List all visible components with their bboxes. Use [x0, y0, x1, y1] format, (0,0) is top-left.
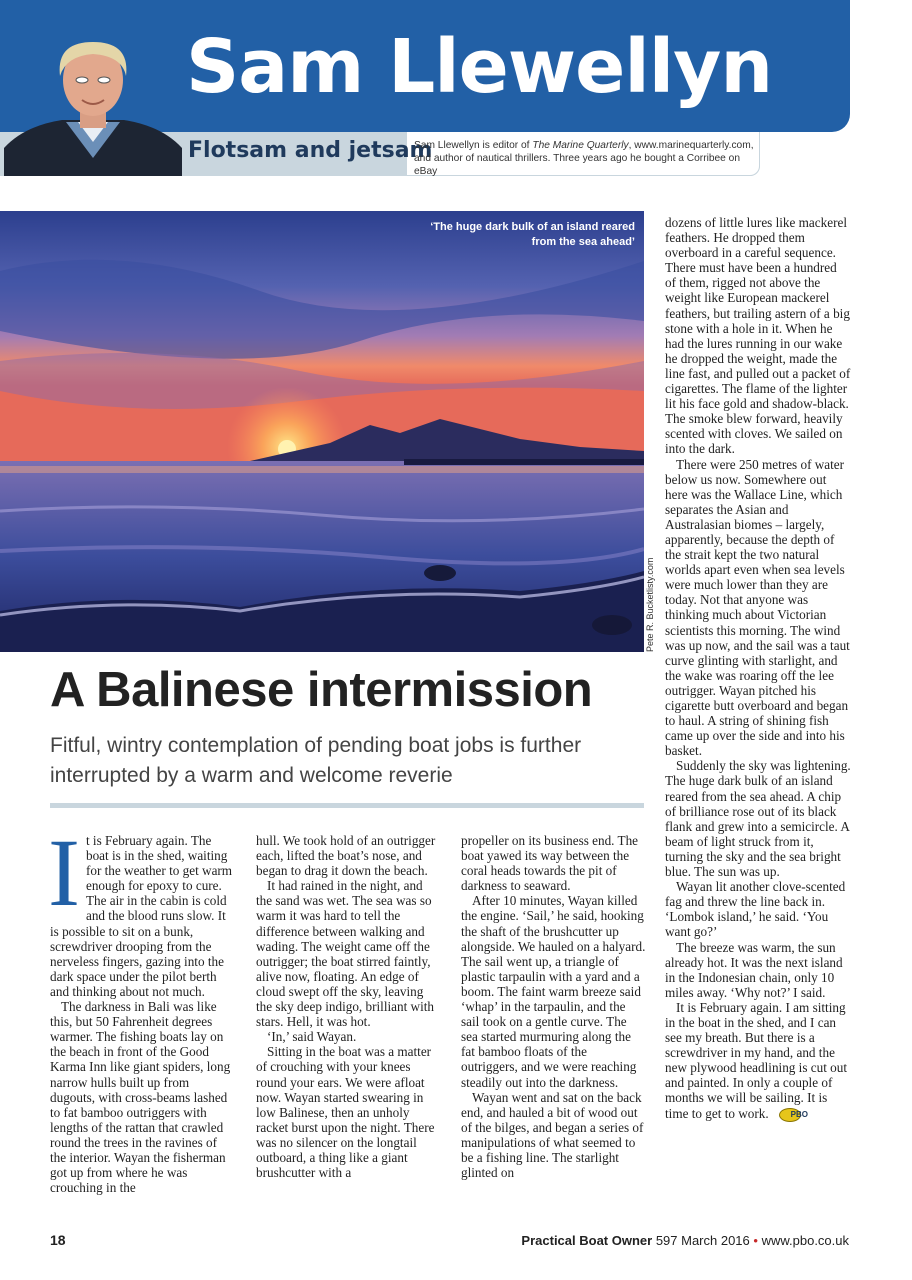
divider-rule — [50, 803, 644, 808]
body-paragraph: Wayan lit another clove-scented fag and threw the line back in. ‘Lombok island,’ he said. ‘You want go?’ — [665, 879, 846, 940]
magazine-name: Practical Boat Owner — [521, 1233, 653, 1248]
body-paragraph: It is February again. The boat is in the shed, waiting for the weather to get warm enough for epoxy to cure. The air in the cabin is cold and the blood runs slow. It is possible to sit on a bunk, screwdriver drooping from the nerveless fingers, gazing into the dark space under the pilot berth and thinking about not much. — [48, 819, 233, 999]
body-column-4 — [665, 215, 851, 1122]
body-paragraph: After 10 minutes, Wayan killed the engine. ‘Sail,’ he said, hooking the shaft of the brushcutter up alongside. We hauled on a halyard. The sail went up, a triangle of plastic tarpaulin with a yard and a boom. The faint warm breeze said ‘whap’ in the tarpaulin, and the sail took on a gentle curve. The sea started murmuring along the fat bamboo floats of the outriggers, and we were reaching steadily out into the darkness. — [461, 893, 646, 1090]
body-column-2 — [256, 833, 442, 1180]
website-url: www.pbo.co.uk — [757, 1233, 849, 1248]
body-paragraph: Wayan went and sat on the back end, and hauled a bit of wood out of the bilges, and began a series of manipulations of what seemed to be a fishing line. The starlight glinted on — [461, 1089, 644, 1181]
article-headline: A Balinese intermission — [50, 663, 593, 717]
body-paragraph: Sitting in the boat was a matter of crouching with your knees round your ears. We were afloat now. Wayan started swearing in low Balinese, then an unholy racket burst upon the night. There was no silencer on the longtail outboard, a thing like a giant brushcutter with a — [256, 1044, 435, 1181]
body-paragraph: ‘In,’ said Wayan. — [267, 1029, 357, 1045]
body-paragraph: It had rained in the night, and the sand was wet. The sea was so warm it was hard to tell the difference between walking and wading. The weight came off the outrigger; the boat stirred faintly, alive now, floating. An edge of cloud swept off the sky, leaving the sky deep indigo, brilliant with stars. Hell, it was hot. — [256, 878, 435, 1030]
body-paragraph: There were 250 metres of water below us now. Somewhere out here was the Wallace Line, which separates the Asian and Australasian biomes – largely, apparently, because the depth of the strait kept the two natural worlds apart even when sea levels were much lower than they are today. Not that anyone was thinking much about Victorian scientists this morning. The wind was up now, and the sail was a taut curve glinting with starlight, and the wake was roaring off the lee outrigger. Wayan pitched his cigarette butt overboard and began to haul. A string of shining fish came up over the side and into his basket. — [665, 456, 850, 759]
photo-caption: ‘The huge dark bulk of an island reared from the sea ahead’ — [430, 221, 635, 248]
body-column-3 — [461, 833, 646, 1180]
body-paragraph: dozens of little lures like mackerel feathers. He dropped them overboard in a careful sequence. There must have been a hundred of them, rigged not above the weight like European mackerel feathers, but trailing astern of a big stone with a hole in it. When he had the lures running in our wake he dropped the weight, made the line fast, and pulled out a packet of cigarettes. The flame of the lighter lit his face gold and shadow-black. The smoke blew forward, heavily scented with cloves. We sailed on into the dark. — [665, 215, 851, 457]
photo-credit: Pete R. Bucketlisty.com — [645, 557, 655, 652]
footer-info — [521, 1233, 849, 1248]
column-title: Flotsam and jetsam — [188, 138, 433, 163]
pbo-end-mark-icon: PBO — [779, 1108, 801, 1122]
body-paragraph: It is February again. I am sitting in the boat in the shed, and I can see my breath. But there is a screwdriver in my hand, and the new plywood headlining is cut out and painted. In only a couple of months we will be sailing. It is time to get to work. PBO — [665, 999, 848, 1121]
author-bio: Sam Llewellyn is editor of The Marine Quarterly, www.marinequarterly.com, and author of nautical thrillers. Three years ago he bought a Corribee on eBay — [414, 140, 754, 177]
body-paragraph: hull. We took hold of an outrigger each, lifted the boat’s nose, and began to drag it down the beach. — [256, 833, 436, 879]
footer-bullet: • — [753, 1233, 758, 1248]
issue-info: 597 March 2016 — [652, 1233, 754, 1248]
author-portrait — [4, 30, 182, 176]
author-name: Sam Llewellyn — [186, 24, 773, 110]
bio-publication: The Marine Quarterly — [532, 140, 629, 151]
page-number: 18 — [50, 1232, 66, 1248]
drop-cap: I — [48, 819, 80, 926]
body-paragraph: The darkness in Bali was like this, but 50 Fahrenheit degrees warmer. The fishing boats lay on the beach in front of the Good Karma Inn like giant spiders, long narrow hulls built up from dugouts, with cross-beams lashed to fat bamboo outriggers with lengths of the rattan that crawled round the trees in the ravines of the interior. Wayan the fisherman got up from where he was crouching in the — [50, 999, 231, 1196]
body-paragraph: propeller on its business end. The boat yawed its way between the coral heads towards the pit of darkness to seaward. — [461, 833, 639, 894]
body-paragraph: Suddenly the sky was lightening. The huge dark bulk of an island reared from the sea ahead. A chip of brilliance rose out of its black flank and grew into a semicircle. A beam of light struck from it, turning the sky and the sea bright blue. The sun was up. — [665, 758, 851, 880]
article-standfirst: Fitful, wintry contemplation of pending boat jobs is further interrupted by a warm and welcome reverie — [50, 734, 582, 787]
sunset-photo — [0, 211, 644, 652]
body-paragraph: The breeze was warm, the sun already hot. It was the next island in the Indonesian chain, only 10 miles away. ‘Why not?’ I said. — [665, 939, 843, 1000]
body-column-1 — [48, 819, 236, 1196]
